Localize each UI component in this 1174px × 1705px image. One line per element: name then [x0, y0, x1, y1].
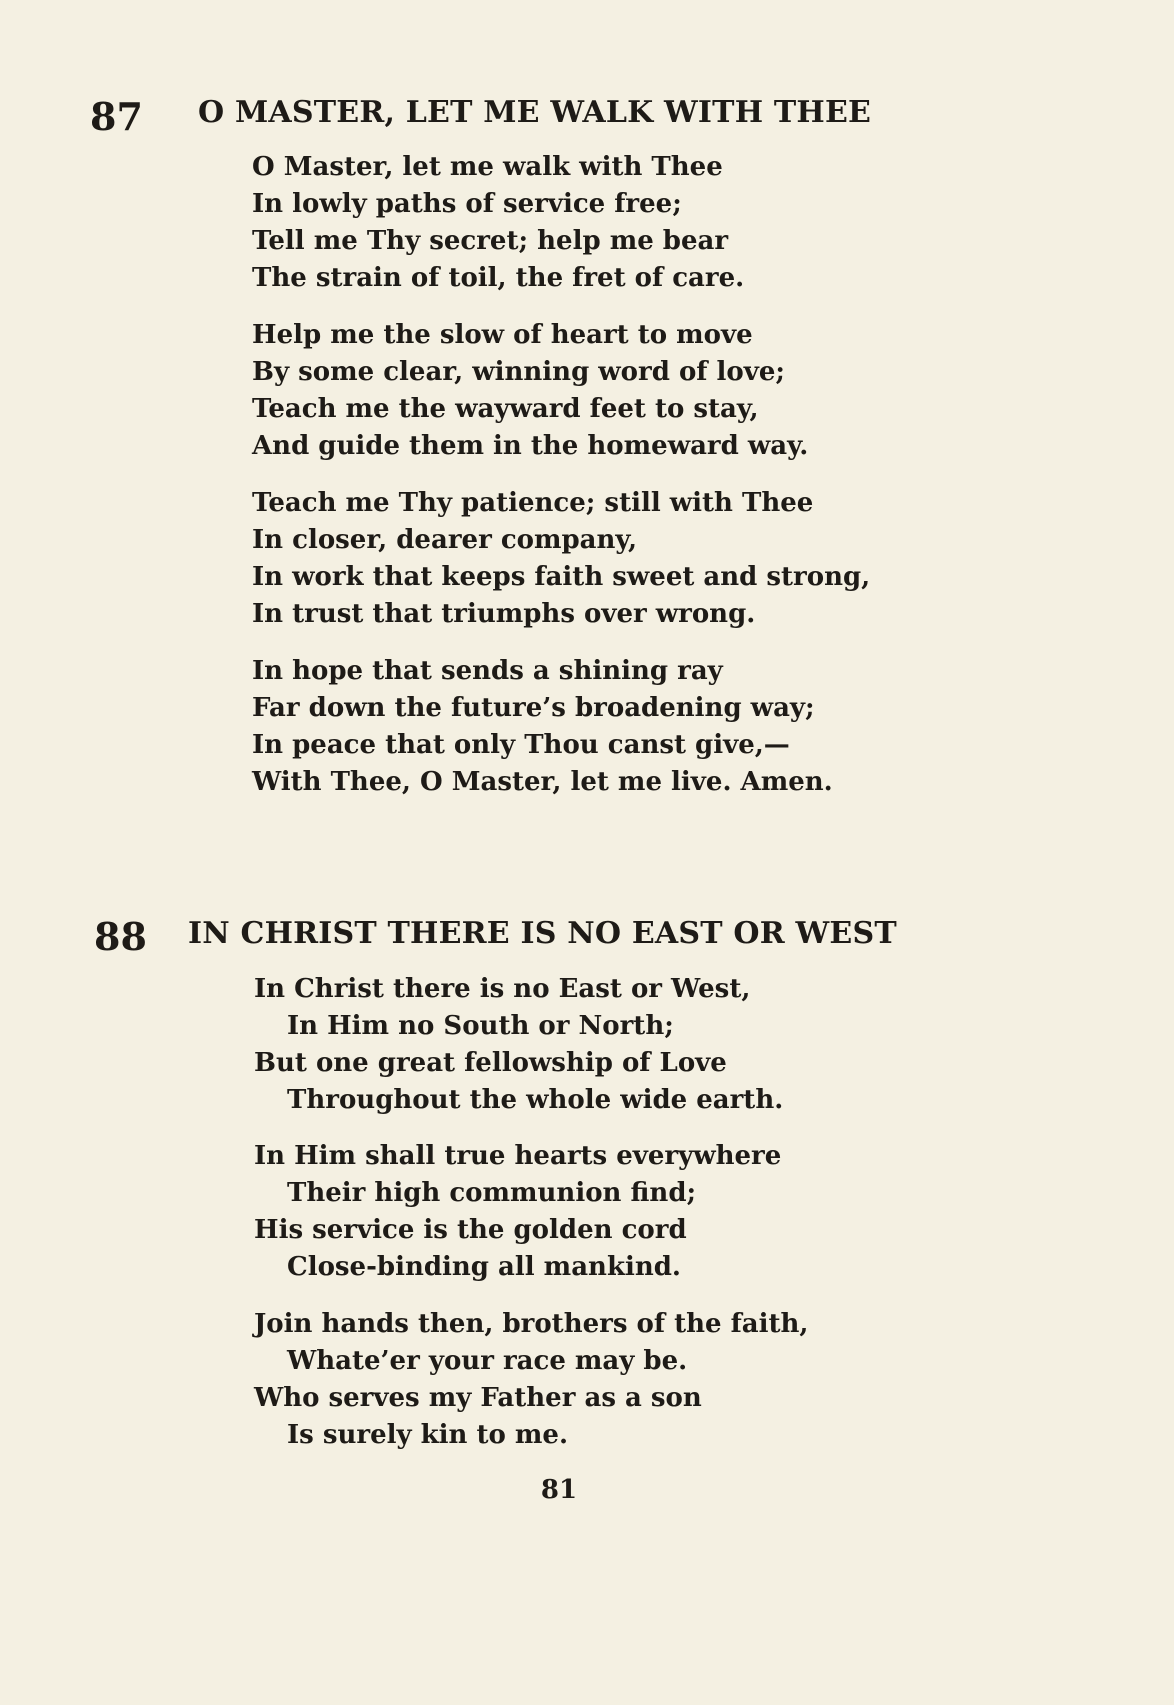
stanza-line: In lowly paths of service free;	[252, 189, 682, 219]
stanza-line: Whate’er your race may be.	[287, 1346, 688, 1376]
hymn-88-title: IN CHRIST THERE IS NO EAST OR WEST	[188, 916, 897, 951]
stanza-line: In peace that only Thou canst give,—	[252, 730, 790, 760]
stanza-line: In Him no South or North;	[287, 1011, 674, 1041]
stanza-line: Join hands then, brothers of the faith,	[254, 1309, 809, 1339]
page-number: 81	[540, 1475, 578, 1505]
stanza-line: Teach me Thy patience; still with Thee	[252, 488, 814, 518]
stanza-line: In Christ there is no East or West,	[254, 974, 751, 1004]
hymn-88-stanza-3	[254, 1306, 808, 1454]
stanza-line: O Master, let me walk with Thee	[252, 152, 723, 182]
stanza-line: Who serves my Father as a son	[254, 1383, 702, 1413]
stanza-line: But one great fellowship of Love	[254, 1048, 727, 1078]
hymn-87-number: 87	[90, 94, 143, 139]
stanza-line: With Thee, O Master, let me live. Amen.	[252, 767, 833, 797]
stanza-line: Tell me Thy secret; help me bear	[252, 226, 729, 256]
hymn-88-number: 88	[94, 914, 147, 959]
hymn-87-title: O MASTER, LET ME WALK WITH THEE	[198, 95, 872, 130]
stanza-line: Teach me the wayward feet to stay,	[252, 394, 759, 424]
stanza-line: Far down the future’s broadening way;	[252, 693, 815, 723]
stanza-line: Is surely kin to me.	[287, 1420, 569, 1450]
hymn-87-stanza-4	[252, 653, 833, 801]
hymn-88-stanza-1	[254, 971, 783, 1119]
hymn-87-stanza-2	[252, 317, 808, 465]
stanza-line: The strain of toil, the fret of care.	[252, 263, 745, 293]
stanza-line: In Him shall true hearts everywhere	[254, 1141, 782, 1171]
stanza-line: In closer, dearer company,	[252, 525, 638, 555]
stanza-line: In hope that sends a shining ray	[252, 656, 723, 686]
hymn-88-stanza-2	[254, 1138, 781, 1286]
hymn-87-stanza-3	[252, 485, 870, 633]
stanza-line: In work that keeps faith sweet and strong,	[252, 562, 871, 592]
stanza-line: Help me the slow of heart to move	[252, 320, 753, 350]
stanza-line: Their high communion find;	[287, 1178, 697, 1208]
hymn-87-stanza-1	[252, 149, 744, 297]
stanza-line: And guide them in the homeward way.	[252, 431, 809, 461]
stanza-line: Throughout the whole wide earth.	[287, 1085, 784, 1115]
stanza-line: His service is the golden cord	[254, 1215, 687, 1245]
stanza-line: Close-binding all mankind.	[287, 1252, 681, 1282]
stanza-line: In trust that triumphs over wrong.	[252, 599, 756, 629]
stanza-line: By some clear, winning word of love;	[252, 357, 785, 387]
